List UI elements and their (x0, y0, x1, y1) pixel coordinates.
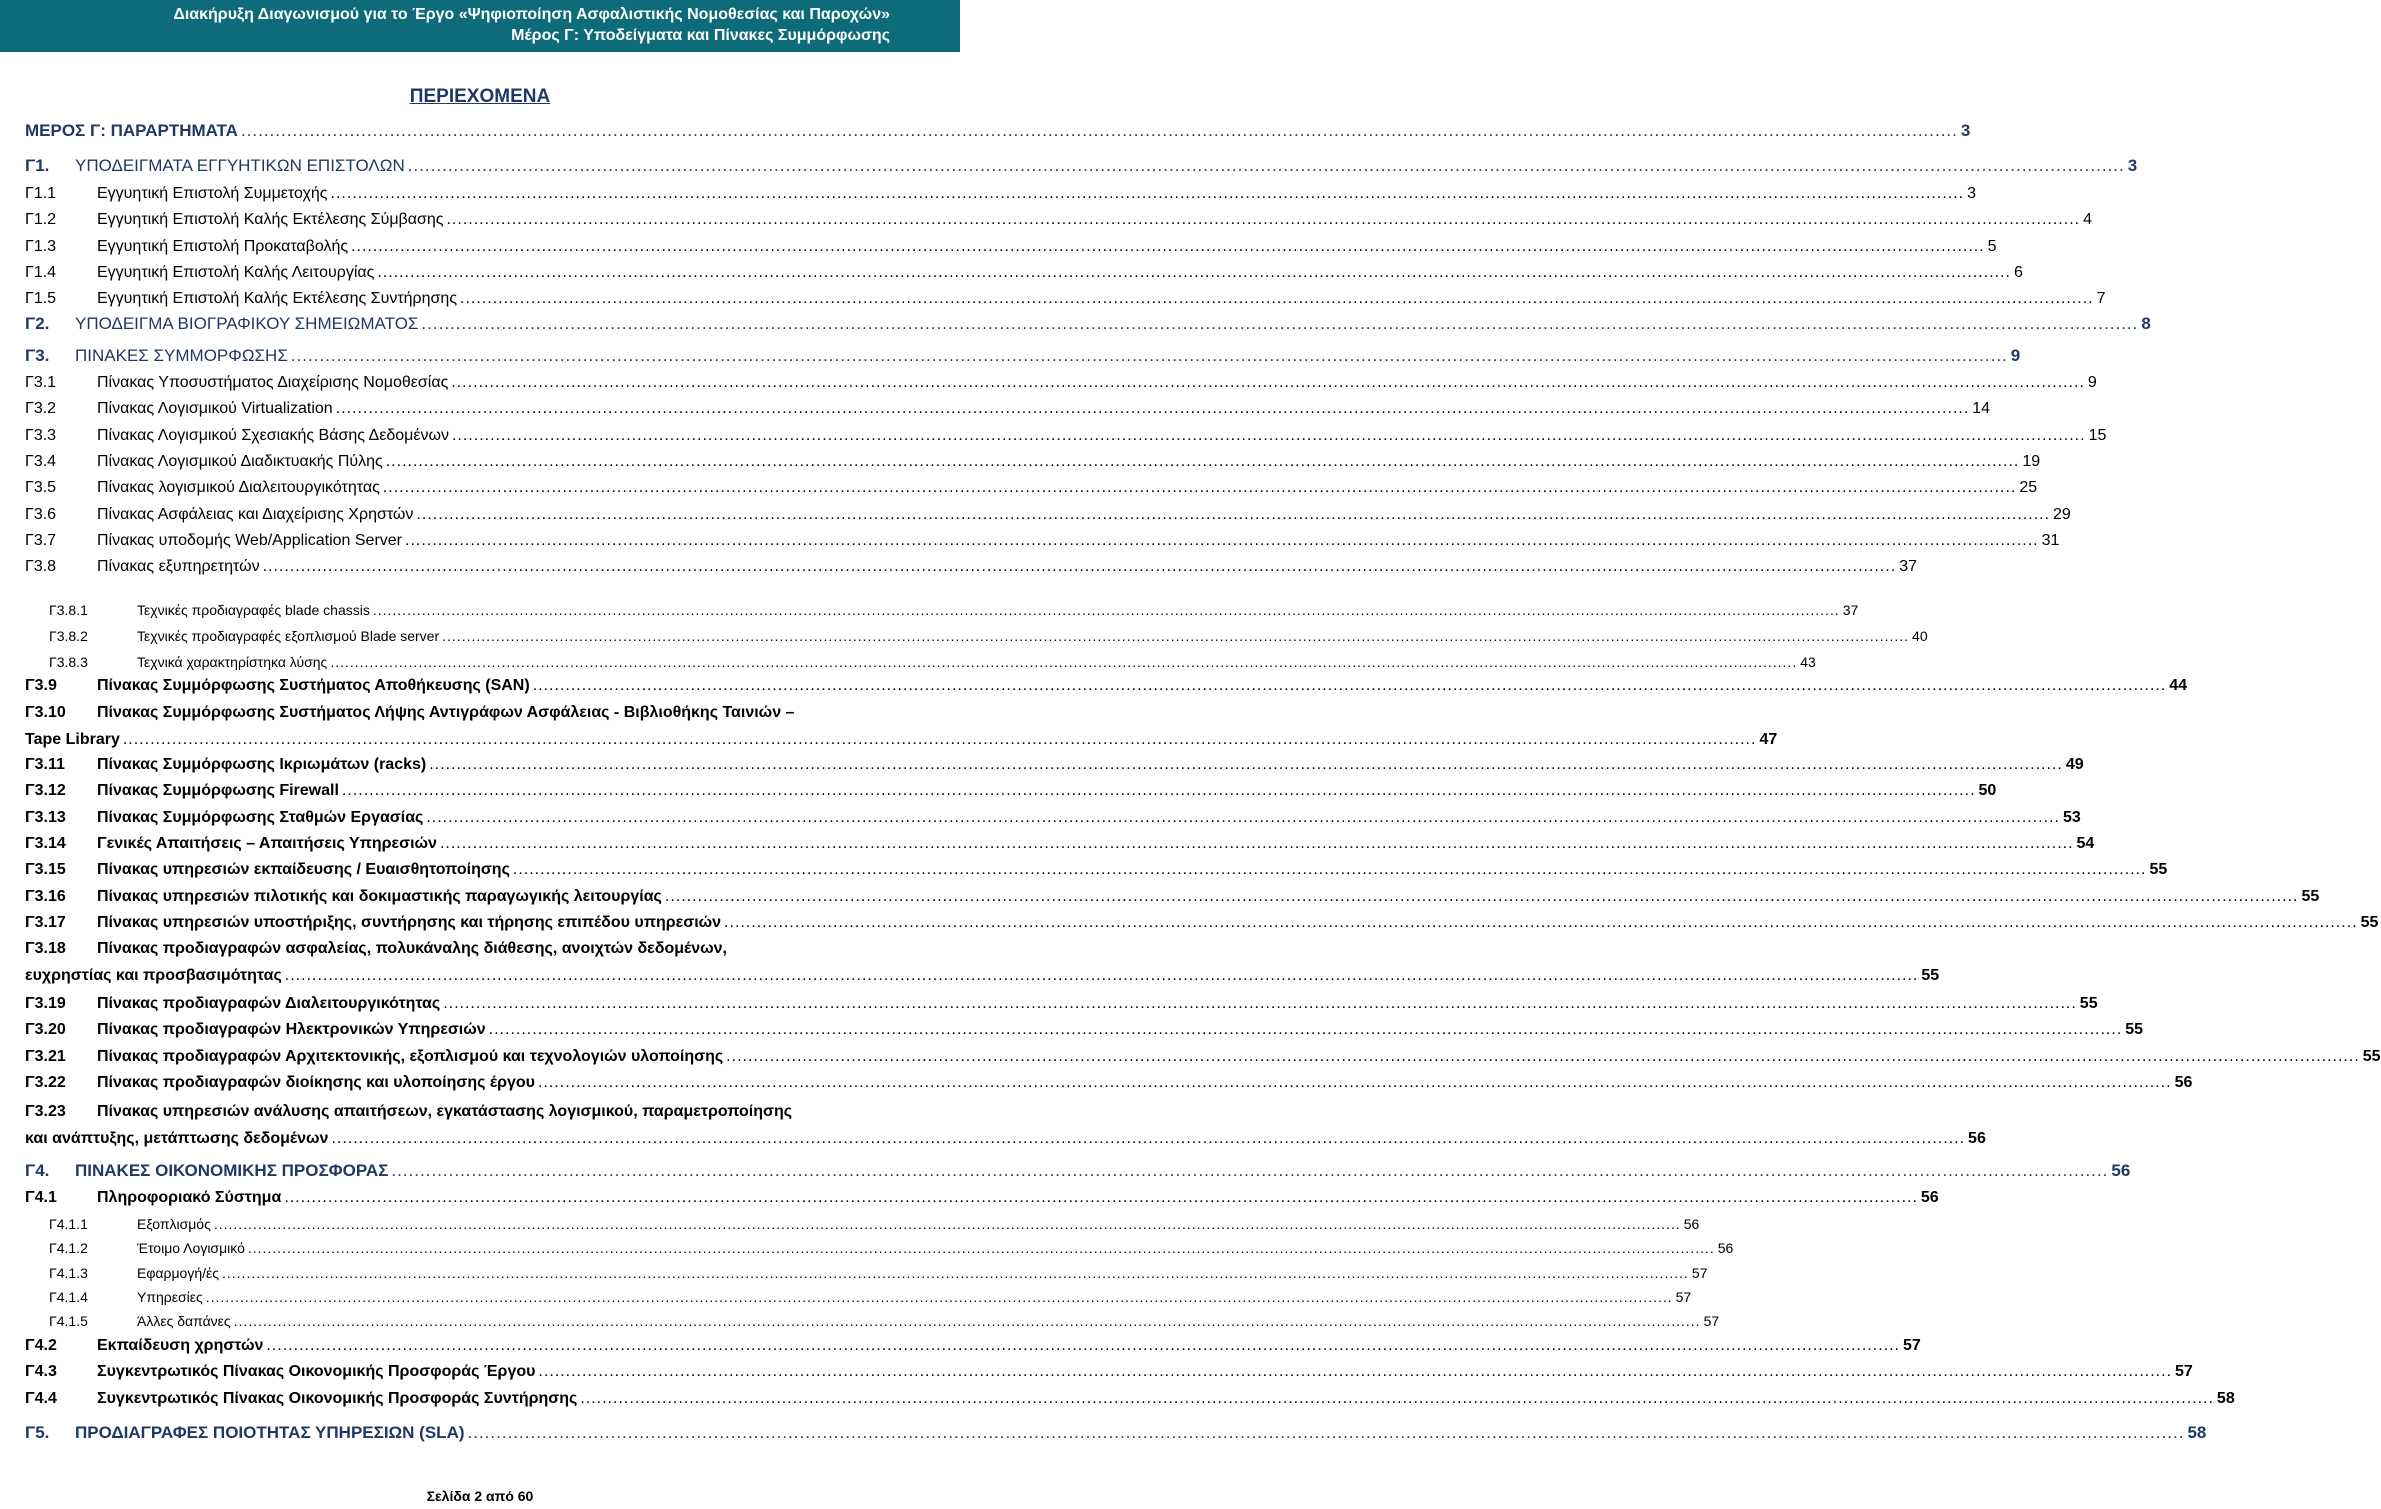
toc-entry-title: Εγγυητική Επιστολή Προκαταβολής (97, 237, 349, 255)
toc-entry-number: Γ4.1.4 (49, 1288, 88, 1305)
toc-entry[interactable] (25, 504, 2071, 526)
toc-dot-leader: ............................................................................................................................................................................................................................................................................................................ (391, 1161, 2109, 1180)
toc-entry-page: 5 (1987, 237, 1997, 255)
toc-entry-page: 55 (2362, 1047, 2381, 1065)
toc-entry-wrapped[interactable] (25, 702, 1778, 751)
toc-entry-title: Υπηρεσίες (137, 1288, 203, 1305)
toc-entry-number: Γ3.4 (25, 452, 57, 470)
toc-entry[interactable] (25, 780, 1997, 802)
toc-entry-page: 57 (1703, 1313, 1720, 1330)
toc-dot-leader: ............................................................................................................................................................................................................................................................................................................ (247, 1240, 1715, 1257)
toc-entry-title: Εγγυητική Επιστολή Καλής Εκτέλεσης Σύμβασης (97, 211, 444, 229)
toc-entry-page: 55 (2079, 995, 2098, 1012)
toc-entry-title: Πίνακας Συμμόρφωσης Συστήματος Αποθήκευσης (SAN) (97, 677, 530, 694)
toc-entry-number: Γ3.9 (25, 677, 57, 694)
toc-entry-title: Πίνακας υπηρεσιών υποστήριξης, συντήρησης και τήρησης επιπέδου υπηρεσιών (97, 913, 722, 931)
toc-entry-number: Γ1.3 (25, 237, 57, 255)
toc-entry[interactable] (49, 625, 1928, 647)
toc-entry[interactable] (49, 1262, 1708, 1284)
toc-entry-title: Συγκεντρωτικός Πίνακας Οικονομικής Προσφοράς Έργου (97, 1363, 536, 1381)
toc-entry-title: Πίνακας Λογισμικού Σχεσιακής Βάσης Δεδομένων (97, 426, 449, 444)
toc-dot-leader: ............................................................................................................................................................................................................................................................................................................ (538, 1363, 2173, 1381)
toc-entry-number: Γ3.5 (25, 479, 57, 497)
toc-dot-leader: ............................................................................................................................................................................................................................................................................................................ (446, 211, 2081, 229)
toc-entry-title: Τεχνικές προδιαγραφές εξοπλισμού Blade server (137, 628, 440, 644)
toc-entry-number: Γ4.1.3 (49, 1264, 88, 1281)
toc-entry-number: Γ3.19 (25, 995, 66, 1012)
toc-entry-title: ΜΕΡΟΣ Γ: ΠΑΡΑΡΤΗΜΑΤΑ (25, 121, 238, 140)
toc-dot-leader: ............................................................................................................................................................................................................................................................................................................ (429, 756, 2063, 773)
toc-entry-page: 3 (1967, 185, 1976, 202)
toc-entry-page: 3 (1960, 121, 1971, 140)
toc-dot-leader: ............................................................................................................................................................................................................................................................................................................ (385, 452, 2020, 470)
toc-entry-number: Γ3.1 (25, 374, 57, 391)
toc-entry-page: 40 (1912, 628, 1928, 644)
toc-entry-title: Πίνακας Υποσυστήματος Διαχείρισης Νομοθεσίας (97, 374, 449, 391)
toc-entry-page: 55 (2301, 887, 2320, 905)
toc-entry-title: Γενικές Απαιτήσεις – Απαιτήσεις Υπηρεσιών (97, 834, 437, 852)
toc-dot-leader: ............................................................................................................................................................................................................................................................................................................ (290, 346, 2008, 365)
toc-entry[interactable] (25, 1187, 1939, 1209)
toc-entry[interactable] (25, 530, 2060, 552)
toc-entry[interactable] (25, 912, 2379, 934)
toc-entry-page: 56 (1968, 1130, 1986, 1147)
toc-dot-leader: ............................................................................................................................................................................................................................................................................................................ (372, 602, 1840, 618)
toc-dot-leader: ............................................................................................................................................................................................................................................................................................................ (451, 426, 2086, 444)
toc-dot-leader: ............................................................................................................................................................................................................................................................................................................ (460, 290, 2094, 308)
toc-entry-page: 58 (2187, 1423, 2207, 1442)
toc-entry[interactable] (25, 313, 2151, 335)
toc-entry-title: Τεχνικά χαρακτηρίστηκα λύσης (137, 654, 328, 670)
toc-entry[interactable] (25, 372, 2097, 394)
toc-entry-number: Γ4.1.1 (49, 1216, 88, 1232)
toc-entry-title: Πίνακας Συμμόρφωσης Firewall (97, 782, 339, 800)
toc-entry-number: Γ4.3 (25, 1363, 57, 1381)
toc-entry[interactable] (49, 1286, 1692, 1308)
toc-entry[interactable] (25, 1335, 1921, 1357)
toc-entry-title: Εφαρμογή/ές (137, 1264, 219, 1281)
toc-entry-page: 19 (2022, 452, 2041, 470)
toc-entry[interactable] (25, 155, 2138, 177)
toc-entry-number: Γ4.1 (25, 1189, 57, 1206)
toc-entry-title: Πίνακας υπηρεσιών εκπαίδευσης / Ευαισθητοποίησης (97, 861, 510, 879)
toc-entry[interactable] (25, 556, 1917, 578)
toc-entry[interactable] (25, 807, 2081, 829)
toc-entry-page: 56 (2111, 1161, 2131, 1180)
toc-entry-number: Γ3.23 (25, 1103, 66, 1120)
toc-entry-title: ΠΙΝΑΚΕΣ ΣΥΜΜΟΡΦΩΣΗΣ (75, 346, 288, 365)
toc-entry-number: Γ4. (25, 1161, 50, 1180)
toc-dot-leader: ............................................................................................................................................................................................................................................................................................................ (443, 995, 2077, 1012)
toc-entry-page: 3 (2127, 156, 2138, 175)
toc-entry-number: Γ3.14 (25, 834, 66, 852)
toc-entry-number: Γ3.15 (25, 861, 66, 879)
toc-entry-page: 25 (2019, 479, 2038, 497)
toc-dot-leader: ............................................................................................................................................................................................................................................................................................................ (488, 1021, 2123, 1039)
toc-entry-number: Γ3.11 (25, 756, 65, 773)
toc-dot-leader: ............................................................................................................................................................................................................................................................................................................ (532, 677, 2167, 694)
toc-dot-leader: ............................................................................................................................................................................................................................................................................................................ (284, 1189, 1918, 1206)
toc-dot-leader: ............................................................................................................................................................................................................................................................................................................ (233, 1313, 1701, 1330)
toc-entry-number: Γ4.1.2 (49, 1240, 88, 1257)
toc-entry-page: 6 (2013, 263, 2023, 281)
toc-dot-leader: ............................................................................................................................................................................................................................................................................................................ (467, 1423, 2185, 1442)
toc-entry[interactable] (25, 754, 2084, 776)
toc-entry-title: Άλλες δαπάνες (137, 1313, 231, 1330)
toc-dot-leader: ............................................................................................................................................................................................................................................................................................................ (664, 887, 2299, 905)
toc-entry-title-continued: ευχρηστίας και προσβασιμότητας (25, 967, 282, 984)
toc-entry-page: 57 (2175, 1363, 2193, 1381)
toc-dot-leader: ............................................................................................................................................................................................................................................................................................................ (330, 654, 1798, 670)
toc-entry-page: 49 (2065, 756, 2084, 773)
toc-dot-leader: ............................................................................................................................................................................................................................................................................................................ (331, 1130, 1966, 1147)
toc-dot-leader: ............................................................................................................................................................................................................................................................................................................ (240, 121, 1958, 140)
toc-entry-page: 37 (1899, 558, 1917, 576)
toc-dot-leader: ............................................................................................................................................................................................................................................................................................................ (262, 558, 1897, 576)
toc-entry-number: Γ3.12 (25, 782, 66, 800)
toc-entry-number: Γ2. (25, 314, 50, 333)
toc-entry-title: Πίνακας προδιαγραφών Διαλειτουργικότητας (97, 995, 441, 1012)
toc-entry[interactable] (25, 288, 2106, 310)
toc-entry-page: 44 (2169, 677, 2188, 694)
toc-entry-number: Γ3.20 (25, 1021, 66, 1039)
toc-entry-title: Πίνακας Ασφάλειας και Διαχείρισης Χρηστών (97, 505, 414, 523)
toc-entry-page: 15 (2088, 426, 2107, 444)
toc-dot-leader: ............................................................................................................................................................................................................................................................................................................ (335, 400, 1970, 418)
toc-dot-leader: ............................................................................................................................................................................................................................................................................................................ (580, 1389, 2214, 1407)
toc-dot-leader: ............................................................................................................................................................................................................................................................................................................ (512, 861, 2147, 879)
toc-entry-wrapped[interactable] (25, 1101, 1986, 1150)
toc-entry-title: Τεχνικές προδιαγραφές blade chassis (137, 602, 370, 618)
toc-entry-page: 43 (1800, 654, 1816, 670)
toc-entry-title: Πίνακας υπηρεσιών ανάλυσης απαιτήσεων, εγκατάστασης λογισμικού, παραμετροποίησης (97, 1103, 793, 1120)
toc-entry[interactable] (25, 345, 2021, 367)
toc-dot-leader: ............................................................................................................................................................................................................................................................................................................ (377, 263, 2011, 281)
toc-entry-page: 9 (2010, 346, 2021, 365)
toc-entry-page: 7 (2096, 290, 2106, 308)
page-footer: Σελίδα 2 από 60 (426, 1488, 534, 1504)
toc-entry[interactable] (25, 425, 2107, 447)
toc-dot-leader: ............................................................................................................................................................................................................................................................................................................ (266, 1337, 1900, 1354)
toc-entry-page: 4 (2083, 211, 2092, 229)
toc-entry-number: Γ3.6 (25, 505, 57, 523)
toc-entry-number: Γ3.22 (25, 1073, 66, 1091)
toc-dot-leader: ............................................................................................................................................................................................................................................................................................................ (726, 1047, 2360, 1065)
toc-dot-leader: ............................................................................................................................................................................................................................................................................................................ (351, 237, 1985, 255)
toc-entry-page: 56 (1683, 1216, 1700, 1232)
toc-dot-leader: ............................................................................................................................................................................................................................................................................................................ (284, 967, 1919, 984)
toc-entry[interactable] (49, 651, 1816, 673)
header-subtitle: Μέρος Γ: Υποδείγματα και Πίνακες Συμμόρφωσης (511, 27, 890, 44)
toc-entry-number: Γ3.8 (25, 558, 57, 576)
toc-entry[interactable] (49, 1237, 1734, 1259)
toc-entry[interactable] (25, 451, 2041, 473)
toc-entry-title: Πίνακας υποδομής Web/Application Server (97, 531, 403, 549)
toc-entry-title: Πίνακας Συμμόρφωσης Συστήματος Λήψης Αντιγράφων Ασφάλειας - Βιβλιοθήκης Ταινιών – (97, 704, 795, 721)
toc-dot-leader: ............................................................................................................................................................................................................................................................................................................ (382, 479, 2017, 497)
toc-entry-number: Γ1.1 (25, 185, 57, 202)
toc-entry-title: Έτοιμο Λογισμικό (137, 1240, 245, 1257)
toc-entry[interactable] (25, 1388, 2235, 1410)
toc-entry-page: 57 (1691, 1264, 1708, 1281)
toc-dot-leader: ............................................................................................................................................................................................................................................................................................................ (439, 834, 2074, 852)
toc-entry-number: Γ3.8.3 (49, 654, 88, 670)
toc-entry-wrapped[interactable] (25, 938, 1940, 987)
toc-entry-page: 47 (1759, 731, 1778, 748)
toc-entry-title: Πίνακας λογισμικού Διαλειτουργικότητας (97, 479, 380, 497)
toc-entry-title: Πίνακας προδιαγραφών ασφαλείας, πολυκάναλης διάθεσης, ανοιχτών δεδομένων, (97, 940, 727, 957)
toc-dot-leader: ............................................................................................................................................................................................................................................................................................................ (426, 808, 2060, 826)
toc-entry-page: 58 (2216, 1389, 2235, 1407)
toc-entry-page: 57 (1675, 1288, 1692, 1305)
header-title: Διακήρυξη Διαγωνισμού για το Έργο «Ψηφιοποίηση Ασφαλιστικής Νομοθεσίας και Παροχών» (173, 6, 890, 23)
toc-entry[interactable] (25, 993, 2098, 1015)
toc-dot-leader: ............................................................................................................................................................................................................................................................................................................ (122, 731, 1757, 748)
toc-entry[interactable] (25, 886, 2320, 908)
toc-entry-page: 14 (1972, 400, 1991, 418)
toc-entry-title: Εκπαίδευση χρηστών (97, 1337, 264, 1354)
toc-entry-title: Εξοπλισμός (137, 1216, 211, 1232)
toc-dot-leader: ............................................................................................................................................................................................................................................................................................................ (724, 913, 2358, 931)
toc-entry-page: 55 (2125, 1021, 2144, 1039)
toc-entry-number: Γ4.1.5 (49, 1313, 88, 1330)
toc-entry-title: ΥΠΟΔΕΙΓΜΑ ΒΙΟΓΡΑΦΙΚΟΥ ΣΗΜΕΙΩΜΑΤΟΣ (75, 314, 419, 333)
toc-entry[interactable] (49, 1213, 1700, 1235)
toc-entry[interactable] (25, 236, 1997, 258)
toc-entry-page: 56 (2174, 1073, 2193, 1091)
toc-entry-title: Πληροφοριακό Σύστημα (97, 1189, 282, 1206)
toc-entry-title: Εγγυητική Επιστολή Καλής Εκτέλεσης Συντήρησης (97, 290, 458, 308)
toc-dot-leader: ............................................................................................................................................................................................................................................................................................................ (213, 1216, 1681, 1232)
toc-entry-page: 55 (1921, 967, 1940, 984)
toc-entry-title: Πίνακας Συμμόρφωσης Ικριωμάτων (racks) (97, 756, 427, 773)
toc-dot-leader: ............................................................................................................................................................................................................................................................................................................ (416, 505, 2051, 523)
toc-entry[interactable] (25, 1019, 2144, 1041)
toc-dot-leader: ............................................................................................................................................................................................................................................................................................................ (421, 314, 2139, 333)
toc-entry-title: ΥΠΟΔΕΙΓΜΑΤΑ ΕΓΓΥΗΤΙΚΩΝ ΕΠΙΣΤΟΛΩΝ (75, 156, 405, 175)
toc-dot-leader: ............................................................................................................................................................................................................................................................................................................ (537, 1073, 2172, 1091)
toc-entry-title-continued: και ανάπτυξης, μετάπτωσης δεδομένων (25, 1130, 329, 1147)
toc-entry-title: Πίνακας Συμμόρφωσης Σταθμών Εργασίας (97, 808, 424, 826)
toc-entry[interactable] (25, 859, 2168, 881)
toc-entry-number: Γ3.10 (25, 704, 66, 721)
toc-entry-number: Γ3.21 (25, 1047, 66, 1065)
toc-entry-number: Γ3. (25, 346, 50, 365)
toc-entry-title: Πίνακας υπηρεσιών πιλοτικής και δοκιμαστικής παραγωγικής λειτουργίας (97, 887, 662, 905)
toc-entry-page: 9 (2087, 374, 2097, 391)
toc-entry-page: 53 (2062, 808, 2081, 826)
toc-entry[interactable] (25, 1422, 2207, 1444)
toc-entry-title: Συγκεντρωτικός Πίνακας Οικονομικής Προσφοράς Συντήρησης (97, 1389, 578, 1407)
toc-entry[interactable] (25, 833, 2095, 855)
toc-entry-title-continued: Tape Library (25, 731, 120, 748)
toc-dot-leader: ............................................................................................................................................................................................................................................................................................................ (407, 156, 2125, 175)
toc-entry-title: Πίνακας προδιαγραφών διοίκησης και υλοποίησης έργου (97, 1073, 535, 1091)
toc-entry-page: 54 (2076, 834, 2095, 852)
toc-entry-page: 57 (1902, 1337, 1921, 1354)
toc-entry[interactable] (49, 1310, 1720, 1332)
toc-entry-title: Πίνακας προδιαγραφών Ηλεκτρονικών Υπηρεσιών (97, 1021, 486, 1039)
toc-entry-page: 56 (1920, 1189, 1939, 1206)
toc-entry-page: 8 (2141, 314, 2151, 333)
toc-entry-number: Γ3.2 (25, 400, 57, 418)
toc-entry[interactable] (25, 398, 1991, 420)
toc-entry-number: Γ4.2 (25, 1337, 57, 1354)
toc-entry[interactable] (25, 1361, 2193, 1383)
toc-entry-number: Γ1.4 (25, 263, 57, 281)
toc-dot-leader: ............................................................................................................................................................................................................................................................................................................ (330, 185, 1965, 202)
toc-entry-number: Γ3.16 (25, 887, 66, 905)
toc-entry-number: Γ3.8.2 (49, 628, 88, 644)
toc-entry[interactable] (25, 262, 2023, 284)
toc-entry-number: Γ1.2 (25, 211, 57, 229)
toc-entry-page: 55 (2360, 913, 2379, 931)
toc-entry-number: Γ3.3 (25, 426, 57, 444)
toc-dot-leader: ............................................................................................................................................................................................................................................................................................................ (341, 782, 1976, 800)
toc-entry-number: Γ3.13 (25, 808, 66, 826)
toc-entry-number: Γ5. (25, 1423, 50, 1442)
toc-entry-number: Γ3.8.1 (49, 602, 88, 618)
toc-entry[interactable] (25, 1160, 2131, 1182)
toc-entry[interactable] (25, 1072, 2193, 1094)
toc-dot-leader: ............................................................................................................................................................................................................................................................................................................ (442, 628, 1910, 644)
toc-entry-title: Πίνακας Λογισμικού Διαδικτυακής Πύλης (97, 452, 383, 470)
toc-entry[interactable] (25, 1046, 2381, 1068)
toc-entry-number: Γ3.18 (25, 940, 66, 957)
toc-entry-page: 29 (2053, 505, 2071, 523)
toc-entry[interactable] (49, 599, 1859, 621)
toc-entry[interactable] (25, 477, 2038, 499)
toc-entry[interactable] (25, 183, 1976, 205)
toc-entry-title: Πίνακας Λογισμικού Virtualization (97, 400, 333, 418)
toc-entry-number: Γ1. (25, 156, 50, 175)
toc-entry-title: Πίνακας εξυπηρετητών (97, 558, 260, 576)
toc-entry-page: 37 (1842, 602, 1859, 618)
toc-entry-page: 55 (2149, 861, 2168, 879)
toc-entry-number: Γ4.4 (25, 1389, 57, 1407)
toc-entry-number: Γ3.17 (25, 913, 66, 931)
toc-dot-leader: ............................................................................................................................................................................................................................................................................................................ (205, 1288, 1673, 1305)
toc-dot-leader: ............................................................................................................................................................................................................................................................................................................ (405, 531, 2039, 549)
toc-entry-number: Γ3.7 (25, 531, 57, 549)
toc-entry[interactable] (25, 120, 1971, 142)
toc-entry-title: Εγγυητική Επιστολή Καλής Λειτουργίας (97, 263, 375, 281)
toc-entry-title: ΠΡΟΔΙΑΓΡΑΦΕΣ ΠΟΙΟΤΗΤΑΣ ΥΠΗΡΕΣΙΩΝ (SLA) (75, 1423, 465, 1442)
toc-entry-number: Γ1.5 (25, 290, 57, 308)
toc-entry-title: Εγγυητική Επιστολή Συμμετοχής (97, 185, 328, 202)
toc-entry-title: Πίνακας προδιαγραφών Αρχιτεκτονικής, εξοπλισμού και τεχνολογιών υλοποίησης (97, 1047, 724, 1065)
toc-title: ΠΕΡΙΕΧΟΜΕΝΑ (409, 86, 551, 107)
toc-dot-leader: ............................................................................................................................................................................................................................................................................................................ (451, 374, 2085, 391)
toc-entry-title: ΠΙΝΑΚΕΣ ΟΙΚΟΝΟΜΙΚΗΣ ΠΡΟΣΦΟΡΑΣ (75, 1161, 389, 1180)
toc-entry-page: 31 (2041, 531, 2060, 549)
toc-entry[interactable] (25, 209, 2092, 231)
toc-entry[interactable] (25, 675, 2188, 697)
toc-dot-leader: ............................................................................................................................................................................................................................................................................................................ (222, 1264, 1689, 1281)
toc-entry-page: 56 (1717, 1240, 1734, 1257)
toc-entry-page: 50 (1978, 782, 1997, 800)
